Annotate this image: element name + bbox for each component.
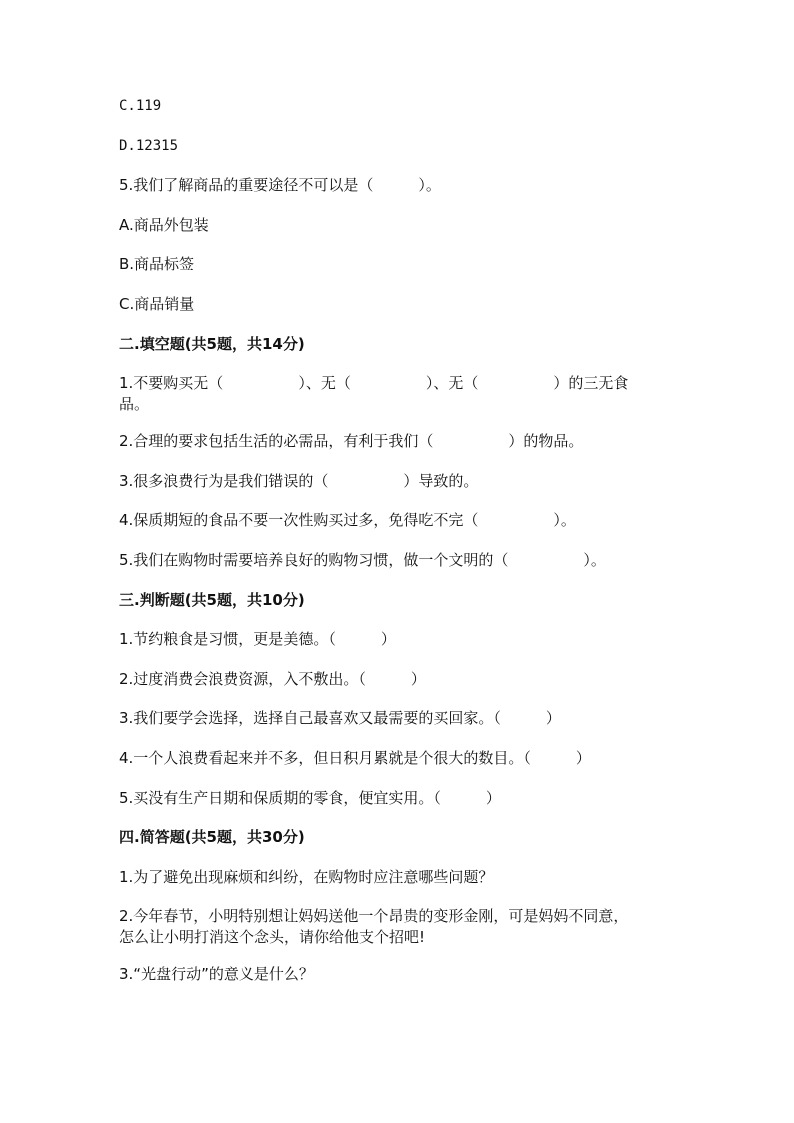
fill-blank-question-1 <box>119 373 679 415</box>
section-heading-true-false: 三.判断题(共5题，共10分) <box>119 590 305 609</box>
fill-blank-question-2: 2.合理的要求包括生活的必需品，有利于我们（ ）的物品。 <box>119 432 584 451</box>
true-false-question-1: 1.节约粮食是习惯，更是美德。（ ） <box>119 630 396 649</box>
fill-blank-question-3: 3.很多浪费行为是我们错误的（ ）导致的。 <box>119 471 479 490</box>
fill-blank-question-1-line-1: 1.不要购买无（ ）、无（ ）、无（ ）的三无食 <box>119 374 629 393</box>
fill-blank-question-4: 4.保质期短的食品不要一次性购买过多，免得吃不完（ ）。 <box>119 511 576 530</box>
fill-blank-question-1-line-2: 品。 <box>119 395 150 414</box>
short-answer-question-3: 3.“光盘行动”的意义是什么？ <box>119 965 314 984</box>
question-5-option-c: C.商品销量 <box>119 294 195 313</box>
short-answer-question-2-line-2: 怎么让小明打消这个念头，请你给他支个招吧! <box>119 928 426 947</box>
true-false-question-5: 5.买没有生产日期和保质期的零食，便宜实用。（ ） <box>119 788 501 807</box>
short-answer-question-1: 1.为了避免出现麻烦和纠纷，在购物时应注意哪些问题？ <box>119 867 494 886</box>
option-c-119: C.119 <box>119 98 162 114</box>
question-5-stem: 5.我们了解商品的重要途径不可以是（ ）。 <box>119 176 441 195</box>
question-5-option-b: B.商品标签 <box>119 255 195 274</box>
question-5-option-a: A.商品外包装 <box>119 215 209 234</box>
short-answer-question-2 <box>119 906 679 948</box>
section-heading-short-answer: 四.简答题(共5题，共30分) <box>119 828 305 847</box>
true-false-question-4: 4.一个人浪费看起来并不多，但日积月累就是个很大的数目。（ ） <box>119 748 591 767</box>
option-d-12315: D.12315 <box>119 137 179 154</box>
exam-page <box>119 96 679 1004</box>
fill-blank-question-5: 5.我们在购物时需要培养良好的购物习惯，做一个文明的（ ）。 <box>119 550 606 569</box>
true-false-question-3: 3.我们要学会选择，选择自己最喜欢又最需要的买回家。（ ） <box>119 709 561 728</box>
section-heading-fill-blank: 二.填空题(共5题，共14分) <box>119 334 305 353</box>
short-answer-question-2-line-1: 2.今年春节，小明特别想让妈妈送他一个昂贵的变形金刚，可是妈妈不同意， <box>119 907 629 926</box>
true-false-question-2: 2.过度消费会浪费资源，入不敷出。（ ） <box>119 669 426 688</box>
